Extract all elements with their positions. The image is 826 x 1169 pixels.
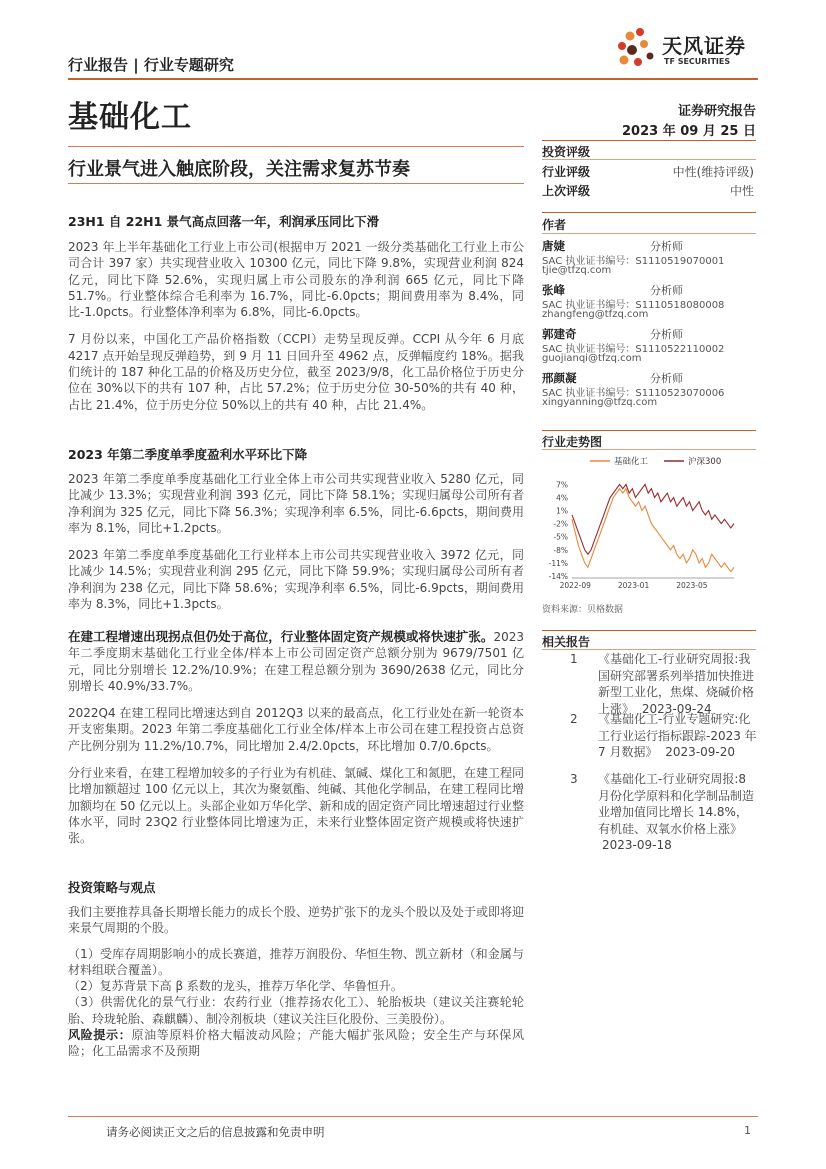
related-date: 2023-09-20: [665, 745, 736, 759]
related-report[interactable]: [570, 771, 758, 854]
author-role: 分析师: [650, 284, 683, 297]
related-title: 相关报告: [542, 635, 591, 649]
paragraph: 7 月份以来，中国化工产品价格指数（CCPI）走势呈现反弹。CCPI 从今年 6 月底 4217 点开始呈现反弹趋势，到 9 月 11 日回升至 4962 点，反弹幅度约 18%。据我们统计的 187 种化工品的价格及历史分位，截至 2023/9/8，化工品价格位于历史分位在 30%以下的共有 107 种，占比 57.2%；位于历史分位 30-50%的共有 40 种，占比 21.4%，位于历史分位 50%以上的共有 40 种，占比 21.4%。: [68, 332, 524, 412]
related-text[interactable]: 《基础化工-行业专题研究:化工行业运行指标跟踪-2023 年 7 月数据》: [598, 712, 757, 759]
sidebar-divider: [542, 449, 756, 450]
y-tick-label: -14%: [548, 572, 568, 581]
author-name: 邢颜凝: [542, 371, 577, 385]
industry-rating: [542, 163, 756, 180]
brand-name: 天风证券: [662, 34, 746, 58]
section-4-body: [68, 904, 524, 1060]
footer-disclaimer: 请务必阅读正文之后的信息披露和免责申明: [106, 1125, 325, 1139]
section-heading-2: 2023 年第二季度单季度盈利水平环比下降: [68, 447, 308, 462]
author-role: 分析师: [650, 328, 683, 341]
section-heading-1: 23H1 自 22H1 景气高点回落一年，利润承压同比下滑: [68, 214, 380, 229]
sidebar-divider: [542, 159, 756, 160]
related-text[interactable]: 《基础化工-行业研究周报:8 月份化学原料和化学制品制造业增加值同比增长 14.8%，有机硅、双氧水价格上涨》: [598, 772, 755, 836]
last-rating: [542, 182, 756, 199]
x-tick-label: 2022-09: [559, 581, 591, 590]
sidebar-divider: [542, 140, 756, 141]
y-tick-label: 1%: [556, 506, 568, 516]
paragraph: 2023 年第二季度单季度基础化工行业全体上市公司共实现营业收入 5280 亿元，同比减少 13.3%；实现营业利润 393 亿元，同比下降 58.1%；实现归属母公司所有者净利润为 325 亿元，同比下降 56.3%；实现净利率 6.5%，同比-6.6pcts，期间费用率为 8.1%，同比+1.2pcts。: [68, 472, 524, 535]
author-name: 张峰: [542, 283, 565, 297]
author-role: 分析师: [650, 240, 683, 253]
chart-title: 行业走势图: [542, 435, 603, 449]
paragraph: 分行业来看，在建工程增加较多的子行业为有机硅、氯碱、煤化工和氮肥，在建工程同比增加额超过 100 亿元以上，其次为聚氨酯、纯碱、其他化学制品，在建工程同比增加额均在 50 亿元以上。头部企业如万华化学、新和成的固定资产同比增速超过行业整体水平，同时 23Q2 行业整体同比增速为正，未来行业整体固定资产规模或将快速扩张。: [68, 766, 525, 846]
report-title: 行业景气进入触底阶段，关注需求复苏节奏: [68, 159, 410, 180]
paragraph: [68, 629, 524, 694]
author-cert: SAC 执业证书编号：S1110518080008: [542, 300, 725, 311]
series-line-chemical: [572, 489, 734, 572]
sidebar-divider: [542, 430, 756, 431]
author-email[interactable]: tjie@tfzq.com: [542, 265, 612, 276]
page-number: 1: [744, 1124, 751, 1137]
report-date: 2023 年 09 月 25 日: [622, 124, 756, 139]
lead-rest: 2023 年二季度期末基础化工行业全体/样本上市公司固定资产总额分别为 9679/7501 亿元，同比分别增长 12.2%/10.9%；在建工程总额分别为 3690/2638 亿元，同比分别增长 40.9%/33.7%。: [68, 630, 524, 693]
industry-rating-label: 行业评级: [542, 165, 591, 179]
paragraph: （1）受库存周期影响小的成长赛道，推荐万润股份、华恒生物、凯立新材（和金属与材料组联合覆盖）。: [68, 946, 524, 977]
sidebar-divider: [542, 212, 756, 213]
sidebar-divider: [542, 649, 756, 650]
sidebar-divider: [542, 233, 756, 234]
last-rating-value: 中性: [729, 184, 754, 198]
section-1-body: [68, 239, 524, 413]
paragraph: （2）复苏背景下高 β 系数的龙头，推荐万华化学、华鲁恒升。: [68, 979, 403, 994]
chart-source: 资料来源：贝格数据: [542, 605, 624, 615]
related-number: 2: [570, 712, 578, 726]
y-tick-label: 4%: [556, 493, 568, 503]
title-divider-bottom: [68, 183, 524, 184]
related-date: 2023-09-18: [602, 838, 672, 852]
section-heading-4: 投资策略与观点: [68, 880, 156, 895]
related-report[interactable]: [570, 651, 758, 717]
author-cert: SAC 执业证书编号：S1110522110002: [542, 344, 725, 355]
authors-title: 作者: [542, 218, 567, 232]
legend-label-chemical: 基础化工: [614, 457, 649, 467]
paragraph: [68, 1027, 524, 1060]
author-cert: SAC 执业证书编号：S1110519070001: [542, 256, 725, 267]
header-divider: [68, 78, 758, 80]
related-date: 2023-09-24: [641, 701, 712, 716]
related-report[interactable]: [570, 711, 758, 761]
paragraph: （3）供需优化的景气行业：农药行业（推荐扬农化工）、轮胎板块（建议关注赛轮轮胎、玲珑轮胎、森麒麟）、制冷剂板块（建议关注巨化股份、三美股份）。: [68, 995, 524, 1026]
legend-label-hs300: 沪深300: [688, 457, 722, 467]
x-tick-label: 2023-01: [617, 581, 650, 590]
risk-text: 原油等原料价格大幅波动风险；产能大幅扩张风险；安全生产与环保风险；化工品需求不及预期: [68, 1028, 524, 1059]
lead-bold: 在建工程增速出现拐点但仍处于高位，行业整体固定资产规模或将快速扩张。: [68, 629, 494, 644]
chart-legend: [590, 456, 721, 467]
report-label: 证券研究报告: [677, 104, 756, 119]
author-name: 唐婕: [542, 239, 565, 253]
trend-chart: [542, 452, 756, 598]
section-2-body: [68, 471, 524, 612]
related-number: 1: [570, 652, 578, 666]
x-axis: [560, 581, 708, 590]
author-role: 分析师: [650, 372, 683, 385]
author-email[interactable]: zhangfeng@tfzq.com: [542, 309, 649, 320]
y-tick-label: -5%: [553, 532, 568, 542]
brand-subtitle: TF SECURITIES: [664, 57, 731, 66]
footer-divider: [68, 1116, 758, 1117]
y-tick-label: -8%: [553, 545, 568, 555]
industry-name: 基础化工: [68, 100, 192, 135]
related-number: 3: [570, 772, 578, 786]
y-tick-label: -11%: [548, 558, 568, 568]
paragraph: 我们主要推荐具备长期增长能力的成长个股、逆势扩张下的龙头个股以及处于或即将迎来景气周期的个股。: [68, 905, 525, 936]
title-divider-top: [68, 146, 524, 147]
report-type: 行业报告 | 行业专题研究: [68, 56, 234, 74]
rating-title: 投资评级: [542, 145, 591, 159]
author-email[interactable]: xingyanning@tfzq.com: [542, 397, 658, 408]
paragraph: 2023 年第二季度单季度基础化工行业样本上市公司共实现营业收入 3972 亿元，同比减少 14.5%；实现营业利润 295 亿元，同比下降 59.9%；实现归属母公司所有者净利润为 238 亿元，同比下降 58.6%；实现净利率 6.5%，同比-6.9pcts，期间费用率为 8.3%，同比+1.3pcts。: [68, 548, 524, 612]
y-tick-label: -2%: [553, 519, 568, 529]
author-name: 郭建奇: [542, 327, 577, 341]
industry-rating-value: 中性(维持评级): [672, 165, 754, 179]
risk-label: 风险提示：: [68, 1028, 132, 1043]
related-text[interactable]: 《基础化工-行业研究周报:我国研究部署系列举措加快推进新型工业化，焦煤、烧碱价格上涨》: [598, 652, 755, 716]
section-3-body: [68, 629, 524, 847]
x-tick-label: 2023-05: [676, 581, 708, 590]
paragraph: 2023 年上半年基础化工行业上市公司(根据申万 2021 一级分类基础化工行业上市公司合计 397 家）共实现营业收入 10300 亿元，同比下降 9.8%，实现营业利润 824 亿元，同比下降 52.6%，实现归属上市公司股东的净利润 665 亿元，同比下降 51.7%。行业整体综合毛利率为 16.7%，同比-6.0pcts；期间费用率为 8.4%，同比-1.0pcts。行业整体净利率为 6.8%，同比-6.0pcts。: [68, 240, 524, 320]
paragraph: 2022Q4 在建工程同比增速达到自 2012Q3 以来的最高点，化工行业处在新一轮资本开支密集期。2023 年第二季度基础化工行业全体/样本上市公司在建工程投资占总资产比例分别为 11.2%/10.7%，同比增加 2.4/2.0pcts，环比增加 0.7/0.6pcts。: [68, 706, 524, 753]
y-tick-label: 7%: [556, 480, 568, 490]
author-cert: SAC 执业证书编号：S1110523070006: [542, 388, 725, 399]
author-email[interactable]: guojianqi@tfzq.com: [542, 353, 642, 364]
last-rating-label: 上次评级: [542, 184, 591, 198]
chart-series: [572, 484, 734, 571]
sidebar-divider: [542, 630, 756, 631]
